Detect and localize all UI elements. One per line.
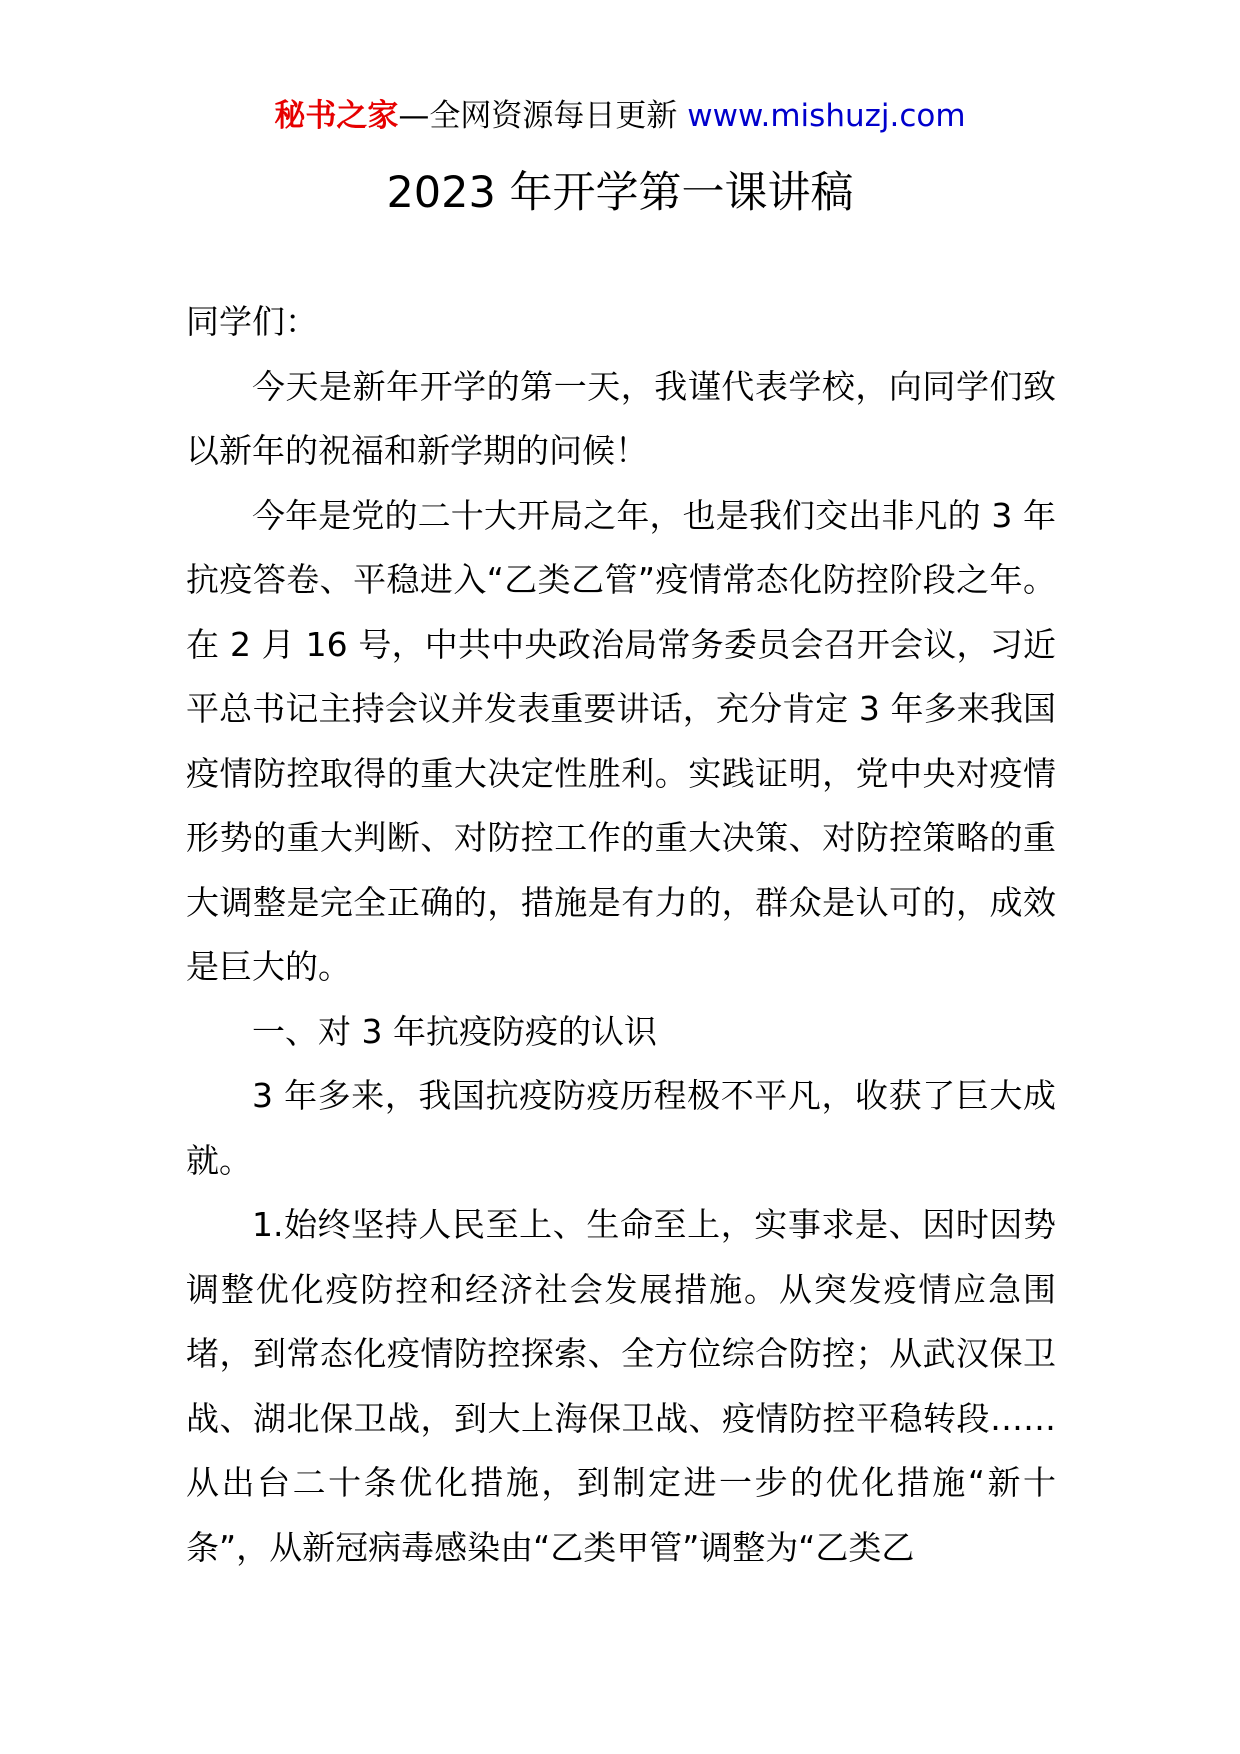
site-tagline: —全网资源每日更新 [398,98,688,134]
site-header [0,96,1240,136]
paragraph-achievements: 3 年多来，我国抗疫防疫历程极不平凡，收获了巨大成就。 [186,1076,1056,1180]
document-body [186,290,1056,1580]
paragraph-intro: 今年是党的二十大开局之年，也是我们交出非凡的 3 年抗疫答卷、平稳进入“乙类乙管”疫情常态化防控阶段之年。在 2 月 16 号，中共中央政治局常务委员会召开会议，习近平总书记主持会议并发表重要讲话，充分肯定 3 年多来我国疫情防控取得的重大决定性胜利。实践证明，党中央对疫情形势的重大判断、对防控工作的重大决策、对防控策略的重大调整是完全正确的，措施是有力的，群众是认可的，成效是巨大的。 [186,495,1056,986]
site-url-link[interactable]: www.mishuzj.com [687,98,966,134]
site-brand: 秘书之家 [274,98,399,134]
paragraph-point-1: 1.始终坚持人民至上、生命至上，实事求是、因时因势调整优化疫防控和经济社会发展措施。从突发疫情应急围堵，到常态化疫情防控探索、全方位综合防控；从武汉保卫战、湖北保卫战，到大上海保卫战、疫情防控平稳转段……从出台二十条优化措施，到制定进一步的优化措施“新十条”，从新冠病毒感染由“乙类甲管”调整为“乙类乙 [186,1205,1056,1567]
paragraph-greeting: 今天是新年开学的第一天，我谨代表学校，向同学们致以新年的祝福和新学期的问候！ [186,366,1056,470]
document-title: 2023 年开学第一课讲稿 [386,168,854,218]
section-heading-1: 一、对 3 年抗疫防疫的认识 [252,1011,657,1051]
salutation: 同学们： [186,302,318,341]
